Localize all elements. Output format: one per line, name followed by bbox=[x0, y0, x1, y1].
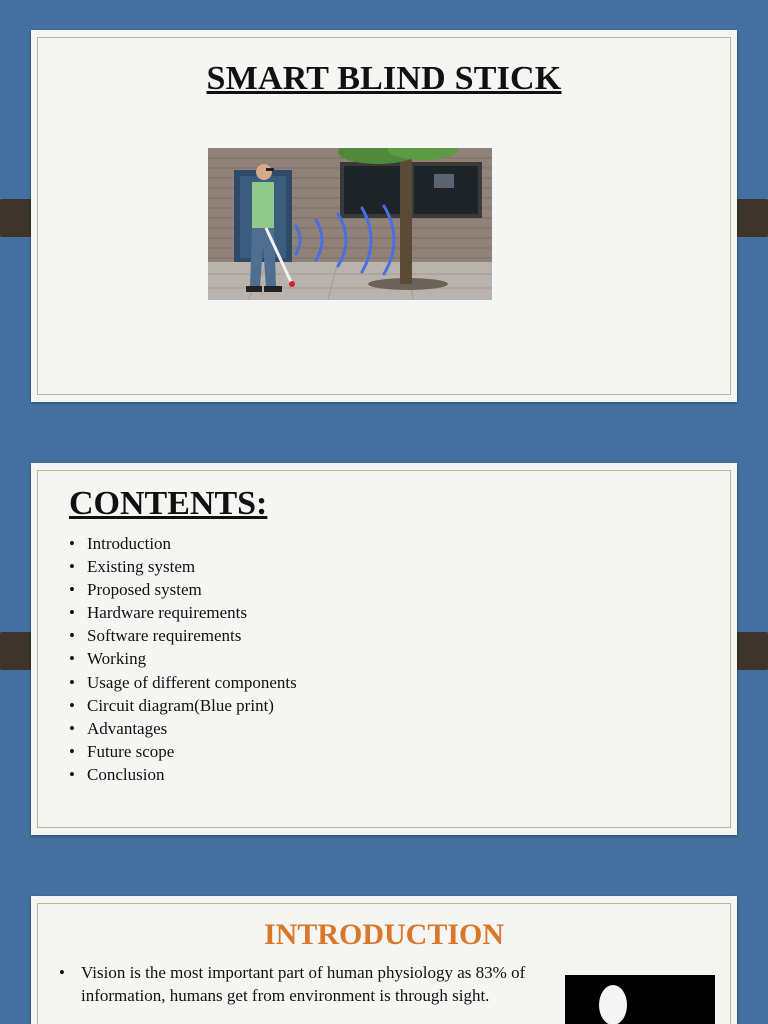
list-item: • Software requirements bbox=[69, 624, 297, 647]
slide-title: INTRODUCTION bbox=[263, 918, 505, 951]
contents-list bbox=[69, 532, 297, 786]
list-item: • Advantages bbox=[69, 717, 297, 740]
blind-man-icon bbox=[208, 148, 492, 300]
slide-1[interactable] bbox=[31, 30, 737, 402]
slide-2[interactable] bbox=[31, 463, 737, 835]
list-item: • Proposed system bbox=[69, 578, 297, 601]
intro-bullets bbox=[59, 962, 529, 1007]
list-item: • Existing system bbox=[69, 555, 297, 578]
slide-title: CONTENTS: bbox=[69, 485, 268, 522]
slide-3[interactable] bbox=[31, 896, 737, 1024]
list-item: • Circuit diagram(Blue print) bbox=[69, 694, 297, 717]
eye-image bbox=[565, 975, 715, 1024]
list-item: • Usage of different components bbox=[69, 671, 297, 694]
eye-icon bbox=[565, 975, 715, 1024]
blind-stick-illustration bbox=[208, 148, 492, 300]
list-item: • Vision is the most important part of human physiology as 83% of information, humans get from environment is through sight. bbox=[59, 962, 529, 1007]
slide-title: SMART BLIND STICK bbox=[206, 60, 562, 97]
list-item: • Future scope bbox=[69, 740, 297, 763]
list-item: • Working bbox=[69, 647, 297, 670]
list-item: • Introduction bbox=[69, 532, 297, 555]
list-item: • Conclusion bbox=[69, 763, 297, 786]
list-item: • Hardware requirements bbox=[69, 601, 297, 624]
